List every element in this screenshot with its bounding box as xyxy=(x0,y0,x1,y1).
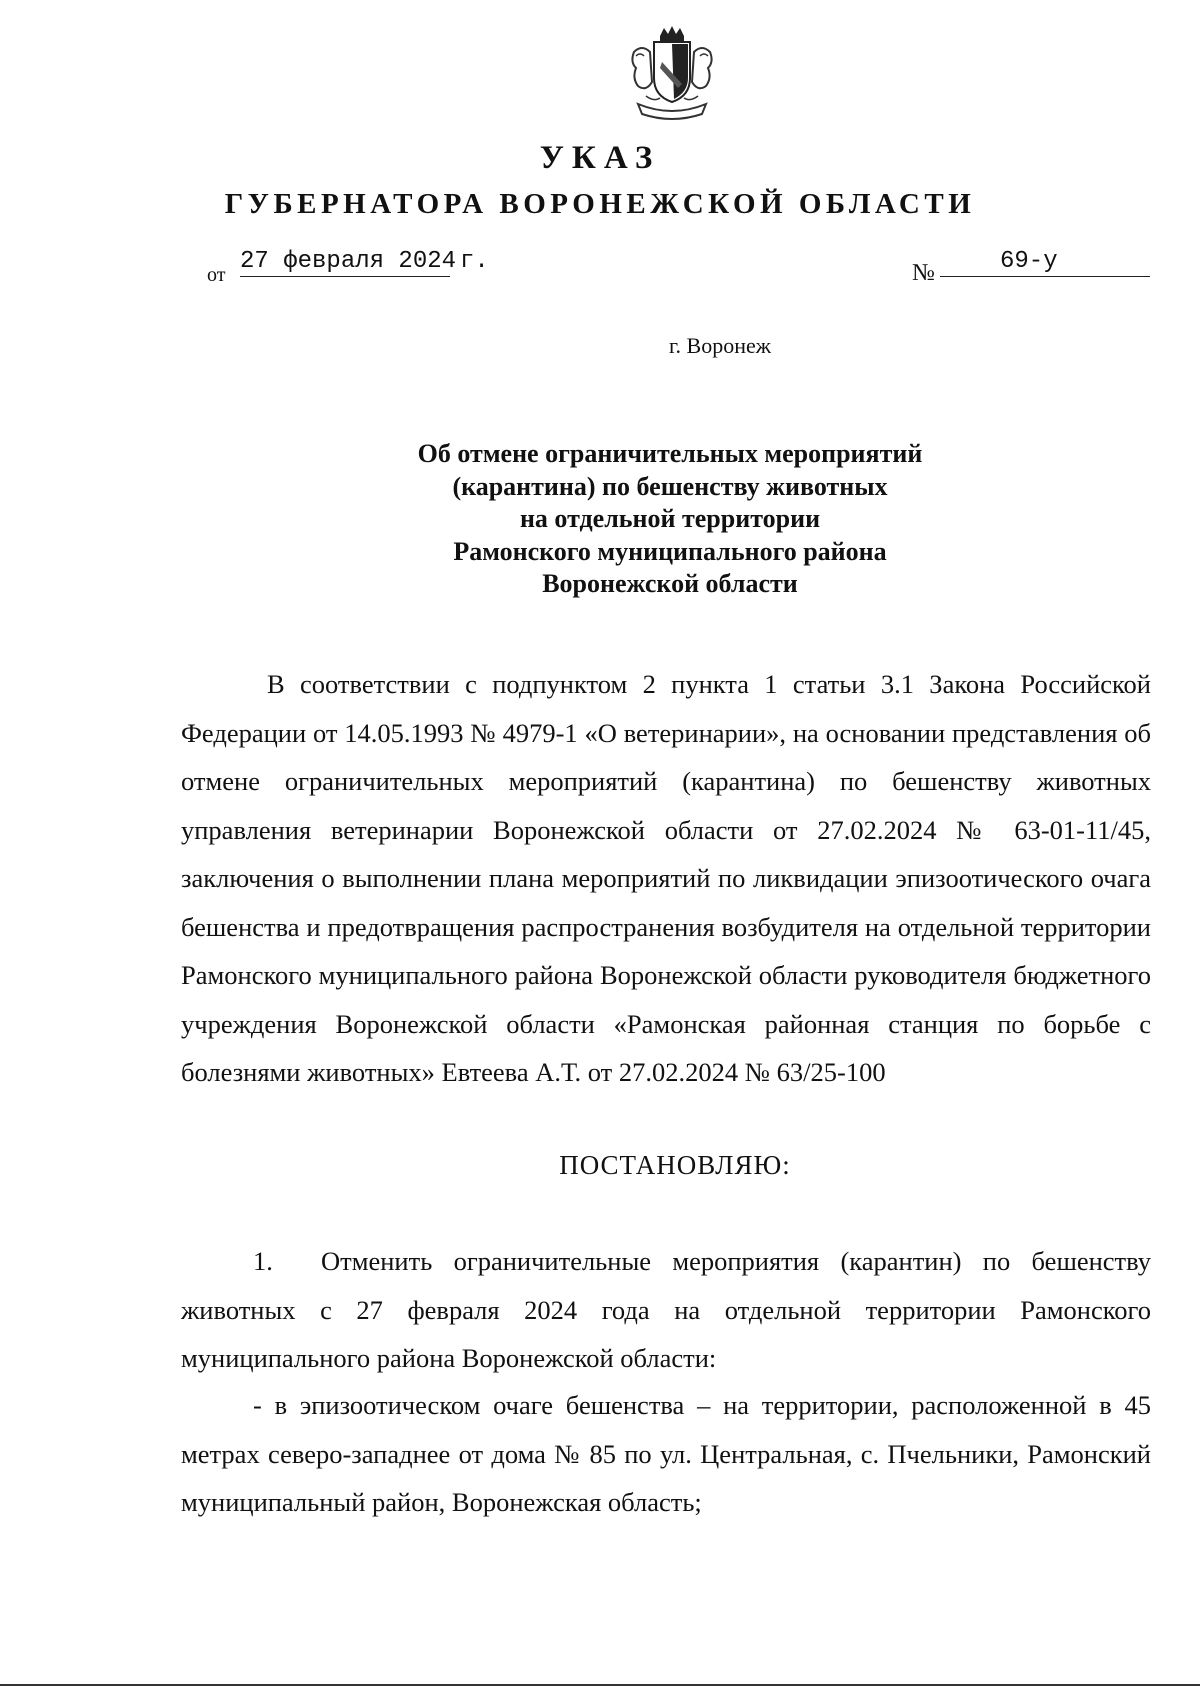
item-1-number: 1. xyxy=(253,1246,273,1276)
city-label: г. Воронеж xyxy=(669,333,771,358)
decree-date: 27 февраля 2024 xyxy=(240,248,457,275)
preamble-paragraph xyxy=(181,660,1151,1097)
date-prefix: от xyxy=(207,264,226,286)
decree-number: 69-у xyxy=(940,248,1150,277)
subject-line: (карантина) по бешенству животных xyxy=(452,471,888,501)
preamble-text: В соответствии с подпунктом 2 пункта 1 статьи 3.1 Закона Российской Федерации от 14.05.1993 № 4979-1 «О ветеринарии», на основании представления об отмене ограничительных мероприятий (карантина) по бешенству животных управления ветеринарии Воронежской области от 27.02.2024 № 63-01-11/45, заключения о выполнении плана мероприятий по ликвидации эпизоотического очага бешенства и предотвращения распространения возбудителя на отдельной территории Рамонского муниципального района Воронежской области руководителя бюджетного учреждения Воронежской области «Рамонская районная станция по борьбе с болезнями животных» Евтеева А.Т. от 27.02.2024 № 63/25-100 xyxy=(181,669,1151,1087)
number-label: № xyxy=(912,260,935,286)
decree-title: УКАЗ xyxy=(539,140,661,176)
subject-line: Об отмене ограничительных мероприятий xyxy=(417,439,923,468)
subject-line: на отдельной территории xyxy=(519,504,821,533)
date-suffix: г. xyxy=(460,248,489,275)
sub-item-text: - в эпизоотическом очаге бешенства – на территории, расположенной в 45 метрах северо-западнее от дома № 85 по ул. Центральная, с. Пчельники, Рамонский муниципальный район, Воронежская область; xyxy=(181,1390,1151,1517)
subject-line: Рамонского муниципального района xyxy=(453,536,887,566)
coat-of-arms-emblem xyxy=(624,22,720,126)
decree-subtitle: ГУБЕРНАТОРА ВОРОНЕЖСКОЙ ОБЛАСТИ xyxy=(224,188,976,220)
subject-line: Воронежской области xyxy=(542,569,798,598)
page-bottom-rule xyxy=(0,1684,1200,1686)
sub-item-paragraph xyxy=(181,1381,1151,1527)
decree-subject xyxy=(330,438,1010,601)
item-1-text: Отменить ограничительные мероприятия (карантин) по бешенству животных с 27 февраля 2024 года на отдельной территории Рамонского муниципального района Воронежской области: xyxy=(181,1246,1151,1373)
decree-word: ПОСТАНОВЛЯЮ: xyxy=(559,1150,791,1180)
item-1-paragraph xyxy=(181,1237,1151,1383)
